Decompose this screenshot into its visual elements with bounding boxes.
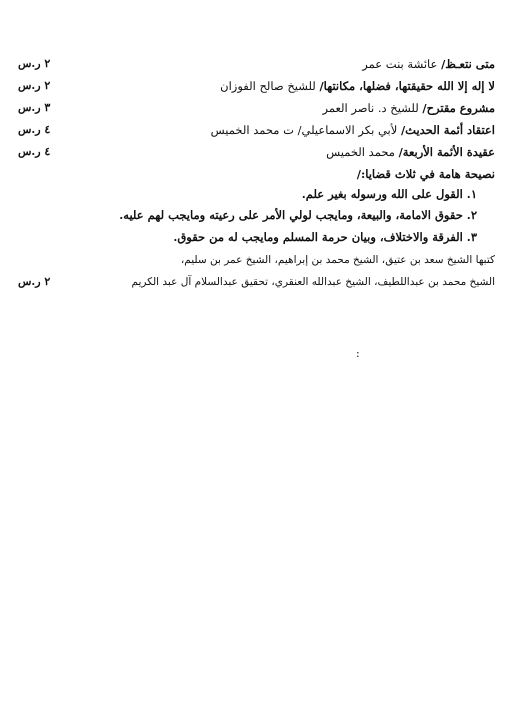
entry-author: للشيخ صالح الفوزان [220, 79, 320, 93]
entry-price: ٤ ر.س [18, 145, 51, 158]
advice-price: ٢ ر.س [18, 275, 51, 288]
advice-item: ٣. الفرقة والاختلاف، وبيان حرمة المسلم ومايجب له من حقوق. [173, 230, 477, 244]
advice-heading: نصيحة هامة في ثلاث قضايا:/ [356, 167, 495, 181]
advice-authors-line: الشيخ محمد بن عبداللطيف، الشيخ عبدالله العنقري، تحقيق عبدالسلام آل عبد الكريم [131, 276, 495, 288]
entry-title-main: اعتقاد أئمة الحديث/ [400, 123, 495, 137]
entry-title [211, 119, 495, 141]
entry-title-main: لا إله إلا الله حقيقتها، فضلها، مكانتها/ [319, 79, 495, 93]
entry-price: ٣ ر.س [18, 101, 51, 114]
entry-row [0, 75, 507, 97]
entry-row [0, 97, 507, 119]
entry-title [220, 75, 495, 97]
entry-row [0, 141, 507, 163]
entry-row [0, 53, 507, 75]
entry-row [0, 119, 507, 141]
advice-authors-line: كتبها الشيخ سعد بن عتيق، الشيخ محمد بن إبراهيم، الشيخ عمر بن سليم، [180, 254, 495, 266]
entry-title-main: مشروع مقترح/ [422, 101, 495, 115]
entry-title [322, 97, 495, 119]
entry-title [326, 141, 495, 163]
entry-title-main: عقيدة الأئمة الأربعة/ [398, 145, 495, 159]
entry-author: عائشة بنت عمر [362, 57, 442, 71]
advice-item: ١. القول على الله ورسوله بغير علم. [301, 187, 477, 201]
stray-mark: : [356, 347, 360, 360]
advice-heading-row [0, 163, 507, 185]
entry-author: محمد الخميس [326, 145, 399, 159]
entry-price: ٤ ر.س [18, 123, 51, 136]
entry-price: ٢ ر.س [18, 57, 51, 70]
advice-authors-row [0, 271, 507, 293]
entry-title-main: متى نتعـظ/ [441, 57, 495, 71]
entry-title [362, 53, 495, 75]
entry-author: للشيخ د. ناصر العمر [322, 101, 423, 115]
entry-price: ٢ ر.س [18, 79, 51, 92]
entry-author: لأبي بكر الاسماعيلي/ ت محمد الخميس [210, 123, 401, 137]
advice-item: ٢. حقوق الامامة، والبيعة، ومايجب لولي الأمر على رعيته ومايجب لهم عليه. [119, 208, 477, 222]
